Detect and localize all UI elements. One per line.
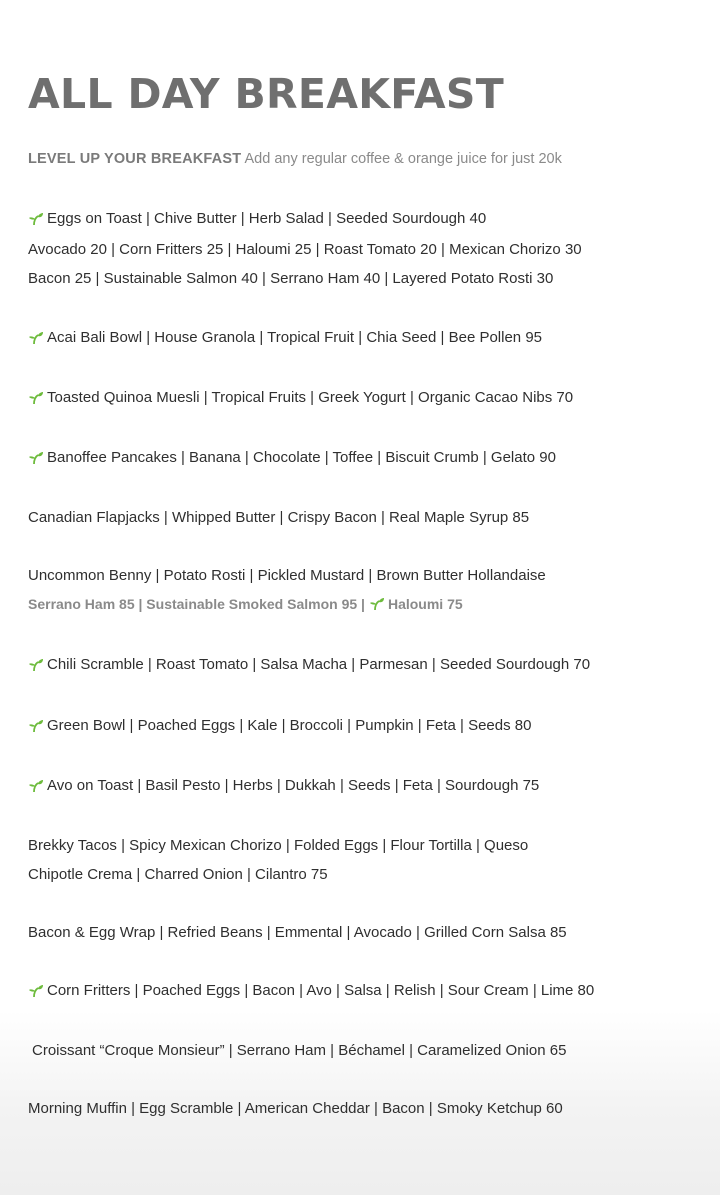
menu-item-croque-monsieur (32, 1042, 566, 1059)
menu-item-green-bowl (28, 717, 531, 734)
promo-line (28, 151, 562, 167)
sprout-icon (28, 391, 44, 405)
menu-item-benny-options (28, 596, 463, 612)
menu-item-text: Serrano Ham 85 | Sustainable Smoked Salmon 95 | (28, 596, 365, 612)
menu-item-corn-fritters (28, 982, 594, 999)
menu-item-text: Bacon 25 | Sustainable Salmon 40 | Serrano Ham 40 | Layered Potato Rosti 30 (28, 270, 554, 287)
menu-item-brekky-tacos-cont (28, 866, 328, 883)
menu-item-text: Haloumi 75 (387, 596, 463, 612)
menu-item-morning-muffin (28, 1100, 563, 1117)
menu-item-banoffee-pancakes (28, 449, 556, 466)
menu-addons-line-2 (28, 270, 553, 287)
menu-item-quinoa-muesli (28, 389, 573, 406)
menu-item-text: Brekky Tacos | Spicy Mexican Chorizo | Folded Eggs | Flour Tortilla | Queso (28, 837, 529, 854)
sprout-icon (28, 331, 44, 345)
menu-item-text: Canadian Flapjacks | Whipped Butter | Crispy Bacon | Real Maple Syrup 85 (28, 509, 530, 526)
sprout-icon (28, 212, 44, 226)
menu-item-avo-on-toast (28, 777, 539, 794)
menu-item-text: Croissant “Croque Monsieur” | Serrano Ham | Béchamel | Caramelized Onion 65 (32, 1042, 567, 1059)
menu-item-text: Corn Fritters | Poached Eggs | Bacon | Avo | Salsa | Relish | Sour Cream | Lime 80 (47, 982, 595, 999)
menu-item-text: Morning Muffin | Egg Scramble | American Cheddar | Bacon | Smoky Ketchup 60 (28, 1100, 563, 1117)
sprout-icon (369, 597, 385, 611)
menu-item-text: Avocado 20 | Corn Fritters 25 | Haloumi 25 | Roast Tomato 20 | Mexican Chorizo 30 (28, 241, 582, 258)
menu-item-eggs-on-toast (28, 210, 486, 227)
menu-item-acai-bali-bowl (28, 329, 542, 346)
menu-item-text: Bacon & Egg Wrap | Refried Beans | Emmental | Avocado | Grilled Corn Salsa 85 (28, 924, 567, 941)
menu-item-text: Banoffee Pancakes | Banana | Chocolate | Toffee | Biscuit Crumb | Gelato 90 (47, 449, 556, 466)
menu-item-text: Avo on Toast | Basil Pesto | Herbs | Dukkah | Seeds | Feta | Sourdough 75 (47, 777, 540, 794)
menu-item-text: Chili Scramble | Roast Tomato | Salsa Macha | Parmesan | Seeded Sourdough 70 (47, 656, 591, 673)
menu-item-brekky-tacos (28, 837, 528, 854)
menu-item-text: Acai Bali Bowl | House Granola | Tropical Fruit | Chia Seed | Bee Pollen 95 (47, 329, 542, 346)
menu-item-text: Chipotle Crema | Charred Onion | Cilantro 75 (28, 866, 328, 883)
sprout-icon (28, 779, 44, 793)
menu-item-bacon-egg-wrap (28, 924, 567, 941)
menu-item-text: Green Bowl | Poached Eggs | Kale | Broccoli | Pumpkin | Feta | Seeds 80 (47, 717, 532, 734)
menu-item-chili-scramble (28, 656, 590, 673)
menu-addons-line-1 (28, 241, 582, 258)
sprout-icon (28, 451, 44, 465)
menu-item-canadian-flapjacks (28, 509, 529, 526)
sprout-icon (28, 719, 44, 733)
menu-item-text: Eggs on Toast | Chive Butter | Herb Salad | Seeded Sourdough 40 (47, 210, 487, 227)
promo-text: Add any regular coffee & orange juice for just 20k (244, 151, 562, 167)
menu-title: ALL DAY BREAKFAST (28, 70, 505, 118)
menu-item-uncommon-benny (28, 567, 546, 584)
promo-label: LEVEL UP YOUR BREAKFAST (28, 151, 242, 167)
menu-item-text: Toasted Quinoa Muesli | Tropical Fruits | Greek Yogurt | Organic Cacao Nibs 70 (47, 389, 574, 406)
sprout-icon (28, 984, 44, 998)
sprout-icon (28, 658, 44, 672)
menu-item-text: Uncommon Benny | Potato Rosti | Pickled Mustard | Brown Butter Hollandaise (28, 567, 546, 584)
